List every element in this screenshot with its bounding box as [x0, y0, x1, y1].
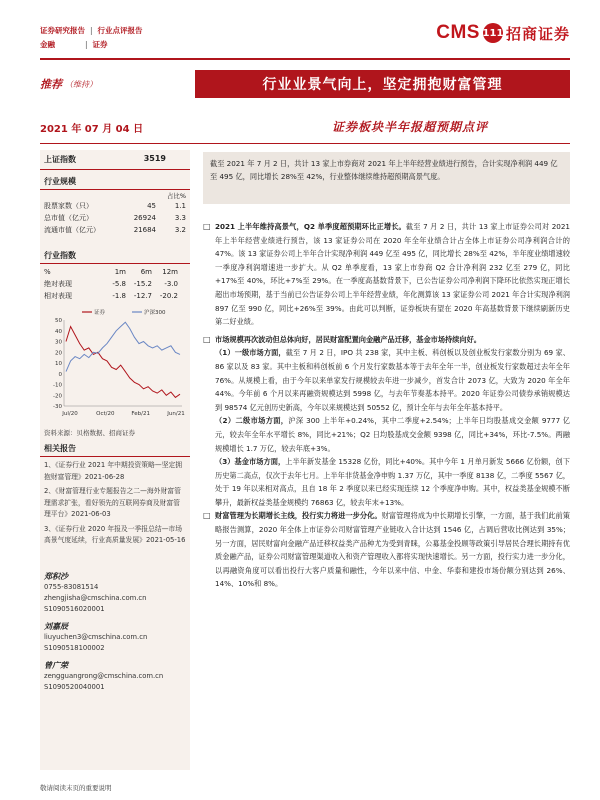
- bullet-heading: 市场规模再次波动但总体向好，居民财富配置向金融产品迁移，基金市场持续向好。: [215, 334, 481, 344]
- x-tick-label: Jun/21: [167, 411, 185, 417]
- main-content: [203, 220, 570, 591]
- report-date: 2021 年 07 月 04 日: [40, 124, 144, 135]
- scale-unit: 占比%: [166, 192, 186, 200]
- analyst: [40, 660, 190, 693]
- bullet-heading: 财富管理为长期增长主线，投行实力将进一步分化。: [215, 511, 382, 521]
- paragraph: [203, 414, 570, 455]
- index-label: 上证指数: [44, 155, 76, 164]
- paragraph-heading: （1）一级市场方面，: [215, 348, 286, 358]
- paragraph-body: 上半年新发基金 15328 亿份，同比+40%。其中今年 1 月单月新发 5666 亿份额，创下历史第二高点，仅次于去年七月。上半年非货基金净申购 1.37 万亿，其中一季度 8138 亿，二季度 5567 亿，处于 19 年以来相对高点，且自 18 年 2 季度以来已经实现连续 12 个季度净申购。其中，权益类基金规模不断攀升，最新权益类基金规模约 76863 亿，较去年末+13%。: [215, 457, 570, 507]
- related-report[interactable]: 1、《证券行业 2021 年中期投资策略—坚定拥抱财富管理》2021-06-28: [44, 461, 183, 481]
- series-line-csi300: [66, 322, 180, 371]
- perf-val: -3.0: [164, 280, 178, 288]
- analyst-email[interactable]: liuyuchen3@cmschina.com.cn: [44, 632, 148, 641]
- bullet-body: 截至 7 月 2 日，共计 13 家上市证券公司对 2021 年上半年经营业绩进行预告，该 13 家证券公司在 2020 年全年业绩合计占全体上市证券公司净利润合计的 47%。该 13 家证券公司上半年合计实现净利润 449 亿至 495 亿，同比增长 28%至 42%，半年度业绩增速较一季度净利润增速进一步扩大。从 Q2 单季度看，13 家上市券商 Q2 合计净利润 232 亿至 279 亿，同比+17%至 40%，环比+7%至 29%。在一季度高基数背景下，已公告证券公司净利润下降环比依然实现正增长超出市场预期，基于当前已公告证券公司上半年经营业绩，年化测算该 13 家证券公司 2021 年合计实现净利润 897 亿至 990 亿，同比+26%至 39%。由此可以判断，证券板块有望在 2020 年高基数背景下继续刷新历史第二好业绩。: [215, 222, 571, 327]
- rating-sub: （维持）: [65, 79, 97, 89]
- perf-head-unit: %: [44, 268, 51, 276]
- y-tick-label: 20: [55, 350, 62, 357]
- logo-cn-text: 招商证券: [505, 24, 570, 43]
- scale-title: 行业规模: [40, 170, 190, 190]
- scale-share: 1.1: [174, 202, 186, 210]
- related-title: 相关报告: [40, 439, 190, 457]
- related-report[interactable]: 3、《证券行业 2020 年报及一季报总结—市场高景气度延续，行业高质量发展》2021-05-16: [44, 524, 186, 544]
- perf-val: -5.8: [112, 280, 126, 288]
- analyst-cert: S1090516020001: [44, 604, 105, 613]
- scale-key: 总市值（亿元）: [44, 214, 93, 222]
- perf-row: [40, 278, 190, 290]
- perf-val: -12.7: [133, 292, 152, 300]
- analyst-phone: 0755-83081514: [44, 582, 99, 591]
- scale-row: [40, 200, 190, 212]
- perf-val: -15.2: [133, 280, 152, 288]
- y-tick-label: 10: [55, 361, 62, 367]
- analyst-email[interactable]: zhengjisha@cmschina.com.cn: [44, 593, 147, 602]
- scale-share: 3.2: [174, 226, 186, 234]
- bullet-square-icon: □: [203, 222, 211, 231]
- y-tick-label: 0: [58, 371, 62, 378]
- paragraph-body: 截至 7 月 2 日，IPO 共 238 家，其中主板、科创板以及创业板发行家数分别为 69 家、86 家以及 83 家。其中主板和科创板前 6 个月发行家数基本等于去年全年一半，创业板发行家数超过去年全年 76%。从规模上看，由于今年以来单家发行规模较去年进一步减少，首发合计 2073 亿，大致为 2020 年全年 44%。今年前 6 个月以来再融资规模达到 5998 亿，与去年节奏基本持平。2020 年证券公司债券承销规模达到 98574 亿元创历史新高，今年以来规模达到 50552 亿，预计全年与去年全年基本持平。: [215, 348, 570, 412]
- paragraph-body: 沪深 300 上半年+0.24%，其中二季度+2.54%；上半年日均股基成交金额 9777 亿元，较去年全年水平增长 8%，同比+21%；Q2 日均股基成交金额 9398 亿，同比+34%，环比-7.5%。两融规模增长 1.7 万亿，较去年底+3%。: [215, 416, 570, 453]
- y-tick-label: -30: [53, 404, 62, 410]
- index-row: [40, 150, 190, 170]
- report-subtitle: 证券板块半年报超预期点评: [331, 120, 488, 134]
- perf-val: -1.8: [112, 292, 126, 300]
- header-categories: 证券研究报告 | 行业点评报告 金融 | 证券: [40, 26, 143, 49]
- perf-title: 行业指数: [40, 244, 190, 264]
- perf-key: 绝对表现: [44, 280, 72, 288]
- scale-row: [40, 212, 190, 224]
- y-tick-label: -10: [53, 382, 62, 389]
- index-chart-svg: [42, 306, 188, 424]
- perf-head: 6m: [140, 268, 152, 276]
- sub-sector: 证券: [92, 40, 108, 49]
- report-title: 行业业景气向上，坚定拥抱财富管理: [195, 70, 570, 98]
- analyst-cert: S1090518100002: [44, 643, 105, 652]
- analyst-cert: S1090520040001: [44, 682, 105, 691]
- analyst: [40, 621, 190, 654]
- index-value: 3519: [143, 154, 166, 163]
- perf-val: -20.2: [159, 292, 178, 300]
- legend-label: 证券: [94, 310, 106, 316]
- series-line-securities: [66, 327, 180, 398]
- scale-value: 26924: [133, 214, 156, 222]
- sector: 金融: [40, 40, 55, 49]
- x-tick-label: Oct/20: [96, 411, 115, 417]
- perf-head: 1m: [114, 268, 126, 276]
- date-divider: [40, 143, 570, 144]
- x-tick-label: Feb/21: [131, 411, 150, 417]
- footer-note: 敬请阅读末页的重要说明: [40, 784, 112, 792]
- rating-main: 推荐: [40, 78, 62, 91]
- paragraph-heading: （3）基金市场方面，: [215, 457, 286, 467]
- bullet-body: 财富管理将成为中长期增长引擎，一方面，基于我们此前策略报告测算，2020 年全体上市证券公司财富管理产业链收入合计达到 1546 亿，占调后营收比例达到 35%；另一方面，居民财富向金融产品迁移权益类产品种尤为受到青睐，公募基金投顾等政策引导居民合理长期持有优质金融产品，证券公司财富管理渠道收入和资产管理收入都将实现快速增长。另一方面，投行实力进一步分化，以再融资角度可以看出投行大客户质量和融性，今年以来中信、中金、华泰和建投市场份额分别达到 26%、14%、10%和 8%。: [215, 511, 570, 589]
- index-chart: [40, 306, 190, 426]
- analyst-name: 曾广荣: [44, 660, 68, 670]
- y-tick-label: 40: [55, 328, 62, 335]
- analyst-name: 郑积沙: [44, 571, 68, 581]
- scale-row: [40, 224, 190, 236]
- analyst: [40, 571, 190, 615]
- bullet-item: [203, 333, 570, 347]
- cms-logo: [436, 22, 570, 44]
- logo-cms-text: CMS: [436, 22, 480, 43]
- perf-row: [40, 290, 190, 302]
- scale-key: 流通市值（亿元）: [44, 226, 100, 234]
- x-tick-label: Jul/20: [62, 411, 78, 417]
- paragraph-heading: （2）二级市场方面，: [215, 416, 289, 426]
- logo-mark-icon: 111: [483, 23, 503, 43]
- report-subtype: 行业点评报告: [97, 26, 143, 35]
- bullet-square-icon: □: [203, 511, 211, 521]
- analyst-name: 刘嘉辰: [44, 621, 68, 631]
- paragraph: [203, 346, 570, 414]
- report-type: 证券研究报告: [40, 26, 85, 35]
- perf-head: 12m: [162, 268, 178, 276]
- perf-key: 相对表现: [44, 292, 72, 300]
- rating: [40, 70, 190, 98]
- analyst-email[interactable]: zengguangrong@cmschina.com.cn: [44, 671, 164, 680]
- scale-share: 3.3: [174, 214, 186, 222]
- related-report[interactable]: 2、《财富管理行业专题报告之二—海外财富管理需求扩张，看好领先的互联网券商及财富管理平台》2021-06-03: [44, 487, 181, 518]
- bullet-heading: 2021 上半年维持高景气，Q2 单季度超预期环比正增长。: [215, 222, 406, 231]
- scale-value: 45: [147, 202, 156, 210]
- summary-box: 截至 2021 年 7 月 2 日，共计 13 家上市券商对 2021 年上半年经营业绩进行预告，合计实现净利润 449 亿至 495 亿，同比增长 28%至 42%，行业整体继续维持超预期高景气度。: [203, 152, 570, 204]
- sidebar: [40, 150, 190, 693]
- y-tick-label: -20: [53, 393, 62, 400]
- bullet-item: [203, 220, 570, 329]
- chart-source: 资料来源：贝格数据、招商证券: [44, 429, 135, 437]
- scale-key: 股票家数（只）: [44, 202, 93, 210]
- legend-label: 沪深300: [144, 310, 166, 316]
- paragraph: [203, 455, 570, 509]
- bullet-item: [203, 509, 570, 591]
- scale-value: 21684: [133, 226, 156, 234]
- header-divider: [40, 58, 570, 60]
- bullet-square-icon: □: [203, 334, 211, 344]
- y-tick-label: 50: [55, 318, 62, 324]
- perf-header: [40, 264, 190, 278]
- y-tick-label: 30: [55, 339, 62, 346]
